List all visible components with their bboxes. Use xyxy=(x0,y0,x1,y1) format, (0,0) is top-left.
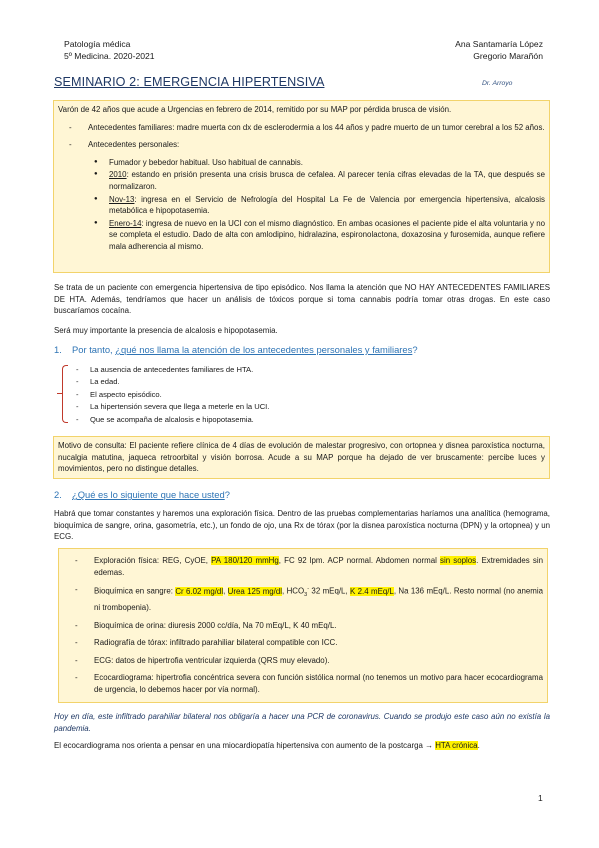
findings-list xyxy=(63,555,543,696)
paragraph-episodic: Se trata de un paciente con emergencia hipertensiva de tipo episódico. Nos llama la atención que NO HAY ANTECEDENTES FAMILIARES DE HTA. Además, tendríamos que hacer un análisis de tóxicos porque si toma cannabis podría tomar otras drogas. En este caso buscaríamos cocaína. xyxy=(54,283,550,316)
lecturer-name: Dr. Arroyo xyxy=(482,80,513,87)
paragraph-conclusion: El ecocardiograma nos orienta a pensar en una miocardiopatía hipertensiva con aumento de la postcarga → HTA crónica. xyxy=(54,741,480,750)
ecg-finding: - ECG: datos de hipertrofia ventricular izquierda (QRS muy elevado). xyxy=(94,655,543,667)
chest-xray: - Radiografía de tórax: infiltrado parahiliar bilateral compatible con ICC. xyxy=(94,637,543,649)
question-2: 2. ¿Qué es lo siguiente que hace usted? xyxy=(54,489,230,500)
page-title: SEMINARIO 2: EMERGENCIA HIPERTENSIVA xyxy=(54,75,325,89)
list-item: ● Fumador y bebedor habitual. Uso habitual de cannabis. xyxy=(109,157,545,169)
personal-history-list xyxy=(88,157,545,253)
list-item: ● 2010: estando en prisión presenta una crisis brusca de cefalea. Al parecer tenía cifras elevadas de la TA, que después se normalizaron. xyxy=(109,169,545,192)
consult-text: Motivo de consulta: El paciente refiere clínica de 4 días de evolución de malestar progresivo, con ortopnea y disnea paroxística nocturna, nucalgia matutina, jaqueca retroorbital y visión borrosa. Acude a su MAP porque ha dejado de ver bruscamente: percibe luces y movimientos, pero no distingue detalles. xyxy=(58,441,545,474)
question-1: 1. Por tanto, ¿qué nos llama la atención de los antecedentes personales y familiares? xyxy=(54,344,418,355)
findings-box xyxy=(58,548,548,703)
case-box xyxy=(53,100,550,273)
list-item: - Que se acompaña de alcalosis e hipopotasemia. xyxy=(90,414,364,426)
history-list xyxy=(58,122,545,253)
echocardiogram: - Ecocardiograma: hipertrofia concéntrica severa con función sistólica normal (no tenemos un motivo para hacer ecocardiograma de urgencia, lo debemos hacer por vía normal). xyxy=(94,672,543,695)
list-item: - La ausencia de antecedentes familiares de HTA. xyxy=(90,364,364,376)
case-intro: Varón de 42 años que acude a Urgencias en febrero de 2014, remitido por su MAP por pérdida brusca de visión. xyxy=(58,105,452,114)
urine-biochemistry: - Bioquímica de orina: diuresis 2000 cc/día, Na 70 mEq/L, K 40 mEq/L. xyxy=(94,620,543,632)
list-item: - La edad. xyxy=(90,376,364,388)
paragraph-plan: Habrá que tomar constantes y haremos una exploración física. Dentro de las pruebas complementarias haríamos una analítica (hemograma, bioquímica de sangre, orina, gasometría, etc.), un fondo de ojo, una Rx de tórax (por la disnea paroxística nocturna (DPN) y la ortopnea) y un ECG. xyxy=(54,509,550,542)
family-history: - Antecedentes familiares: madre muerta con dx de esclerodermia a los 44 años y padre muerto de un tumor cerebral a los 52 años. xyxy=(88,122,545,134)
header-year: 5º Medicina. 2020-2021 xyxy=(64,51,155,61)
header-hospital: Gregorio Marañón xyxy=(473,51,543,61)
header-author-name: Ana Santamaría López xyxy=(455,39,543,49)
question-1-answers xyxy=(64,364,364,426)
list-item: - El aspecto episódico. xyxy=(90,389,364,401)
blood-biochemistry: - Bioquímica en sangre: Cr 6.02 mg/dl, Urea 125 mg/dl, $HCO_3^-$ 32 mEq/L, K 2.4 mEq/L, Na 136 mEq/L. Resto normal (no anemia ni trombopenia). xyxy=(94,584,543,613)
header-left xyxy=(64,38,155,62)
header-course: Patología médica xyxy=(64,39,131,49)
page-number: 1 xyxy=(538,793,543,803)
list-item: ● Enero-14: ingresa de nuevo en la UCI con el mismo diagnóstico. En ambas ocasiones el paciente pide el alta voluntaria y no se completa el estudio. Dado de alta con amlodipino, hidralazina, espironolactona, doxazosina y furosemida, aunque refiere mala adherencia al mismo. xyxy=(109,218,545,253)
red-brace-tick xyxy=(57,393,63,394)
physical-exam: - Exploración física: REG, CyOE, PA 180/120 mmHg, FC 92 lpm. ACP normal. Abdomen normal sin soplos. Extremidades sin edemas. xyxy=(94,555,543,578)
paragraph-alkalosis: Será muy importante la presencia de alcalosis e hipopotasemia. xyxy=(54,326,278,335)
list-item: ● Nov-13: ingresa en el Servicio de Nefrología del Hospital La Fe de Valencia por emergencia hipertensiva, alcalosis metabólica e hipopotasemia. xyxy=(109,194,545,217)
list-item: - La hipertensión severa que llega a meterle en la UCI. xyxy=(90,401,364,413)
consult-box xyxy=(53,436,550,479)
italic-note: Hoy en día, este infiltrado parahiliar bilateral nos obligaría a hacer una PCR de coronavirus. Cuando se produjo este caso aún no existía la pandemia. xyxy=(54,712,550,733)
personal-history: - Antecedentes personales: ● Fumador y bebedor habitual. Uso habitual de cannabis. ● 2010: estando en prisión presenta una crisis brusca de cefalea. Al parecer tenía cifras elevadas de la TA, que después se normalizaron. ● Nov-13: ingresa en el Servicio de Nefrología del Hospital La Fe de Valencia por emergencia hipertensiva, alcalosis metabólica e hipopotasemia. ● Enero-14: ingresa de nuevo en la UCI con el mismo diagnóstico. En ambas ocasiones el paciente pide el alta voluntaria y no se completa el estudio. Dado de alta con amlodipino, hidralazina, espironolactona, doxazosina y furosemida, aunque refiere mala adherencia al mismo. xyxy=(88,139,545,252)
header-right xyxy=(455,38,543,62)
